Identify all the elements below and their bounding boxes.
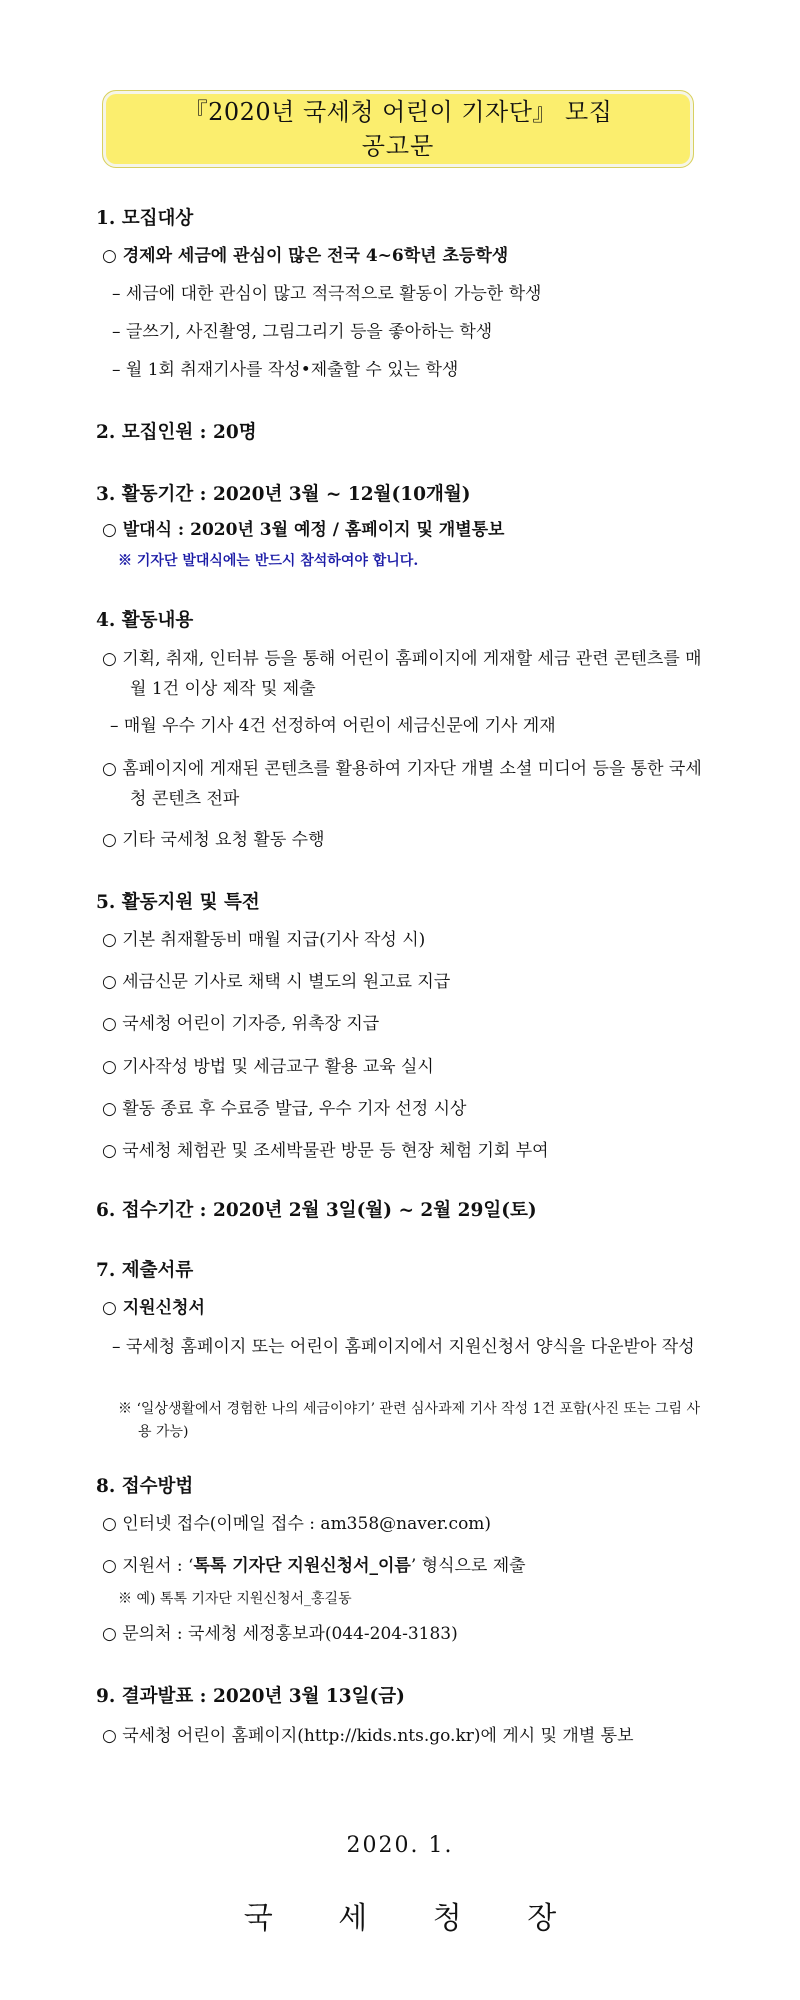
sig-char: 국 xyxy=(243,1901,273,1936)
title-line-1: 『2020년 국세청 어린이 기자단』 모집 xyxy=(183,98,613,126)
s7-note: ※ ‘일상생활에서 경험한 나의 세금이야기’ 관련 심사과제 기사 작성 1건 포함(사진 또는 그림 사용 가능) xyxy=(118,1401,700,1440)
s1-item: – 월 1회 취재기사를 작성•제출할 수 있는 학생 xyxy=(112,360,459,380)
issue-date: 2020. 1. xyxy=(346,1833,454,1858)
title-box xyxy=(102,90,694,168)
s7-main-item: ○ 지원신청서 xyxy=(102,1298,205,1318)
s4-item: ○ 기획, 취재, 인터뷰 등을 통해 어린이 홈페이지에 게재할 세금 관련 콘텐츠를 매월 1건 이상 제작 및 제출 xyxy=(102,649,702,699)
s8-item: ○ 문의처 : 국세청 세정홍보과(044-204-3183) xyxy=(102,1624,458,1644)
s3-item: ○ 발대식 : 2020년 3월 예정 / 홈페이지 및 개별통보 xyxy=(102,520,505,540)
s5-item: ○ 세금신문 기사로 채택 시 별도의 원고료 지급 xyxy=(102,972,451,992)
s5-item: ○ 국세청 체험관 및 조세박물관 방문 등 현장 체험 기회 부여 xyxy=(102,1141,549,1161)
section-6-heading: 6. 접수기간 : 2020년 2월 3일(월) ~ 2월 29일(토) xyxy=(96,1200,537,1221)
s1-item: – 글쓰기, 사진촬영, 그림그리기 등을 좋아하는 학생 xyxy=(112,322,493,342)
s4-subitem: – 매월 우수 기사 4건 선정하여 어린이 세금신문에 기사 게재 xyxy=(110,716,556,736)
s5-item: ○ 기본 취재활동비 매월 지급(기사 작성 시) xyxy=(102,930,426,950)
section-7-heading: 7. 제출서류 xyxy=(96,1260,194,1281)
section-1-heading: 1. 모집대상 xyxy=(96,208,194,229)
s7-item: – 국세청 홈페이지 또는 어린이 홈페이지에서 지원신청서 양식을 다운받아 작성 xyxy=(112,1337,695,1357)
s4-item: ○ 기타 국세청 요청 활동 수행 xyxy=(102,830,325,850)
section-2-heading: 2. 모집인원 : 20명 xyxy=(96,422,257,443)
section-9-heading: 9. 결과발표 : 2020년 3월 13일(금) xyxy=(96,1686,405,1707)
s1-item: – 세금에 대한 관심이 많고 적극적으로 활동이 가능한 학생 xyxy=(112,284,542,304)
sig-char: 세 xyxy=(338,1901,368,1936)
s5-item: ○ 활동 종료 후 수료증 발급, 우수 기자 선정 시상 xyxy=(102,1099,467,1119)
s5-item: ○ 기사작성 방법 및 세금교구 활용 교육 실시 xyxy=(102,1057,434,1077)
section-5-heading: 5. 활동지원 및 특전 xyxy=(96,892,260,913)
s8-item2-suffix: ’ 형식으로 제출 xyxy=(410,1556,526,1576)
s8-note: ※ 예) 톡톡 기자단 지원신청서_홍길동 xyxy=(118,1591,352,1607)
section-4-heading: 4. 활동내용 xyxy=(96,610,194,631)
section-8-heading: 8. 접수방법 xyxy=(96,1476,194,1497)
s3-note: ※ 기자단 발대식에는 반드시 참석하여야 합니다. xyxy=(118,553,419,569)
s5-item: ○ 국세청 어린이 기자증, 위촉장 지급 xyxy=(102,1014,380,1034)
s8-item2-bold: 톡톡 기자단 지원신청서_이름 xyxy=(193,1556,411,1576)
section-3-heading: 3. 활동기간 : 2020년 3월 ~ 12월(10개월) xyxy=(96,484,471,505)
s8-item2-prefix: ○ 지원서 : ‘ xyxy=(102,1556,194,1576)
signature-line xyxy=(0,1893,800,1937)
title-line-2: 공고문 xyxy=(361,132,435,160)
s1-main-item: ○ 경제와 세금에 관심이 많은 전국 4~6학년 초등학생 xyxy=(102,246,509,266)
sig-char: 장 xyxy=(527,1901,557,1936)
s8-item: ○ 인터넷 접수(이메일 접수 : am358@naver.com) xyxy=(102,1514,492,1534)
s4-item: ○ 홈페이지에 게재된 콘텐츠를 활용하여 기자단 개별 소셜 미디어 등을 통한 국세청 콘텐츠 전파 xyxy=(102,759,702,809)
s9-item: ○ 국세청 어린이 홈페이지(http://kids.nts.go.kr)에 게시 및 개별 통보 xyxy=(102,1726,634,1746)
sig-char: 청 xyxy=(432,1901,462,1936)
s8-item xyxy=(102,1552,526,1580)
